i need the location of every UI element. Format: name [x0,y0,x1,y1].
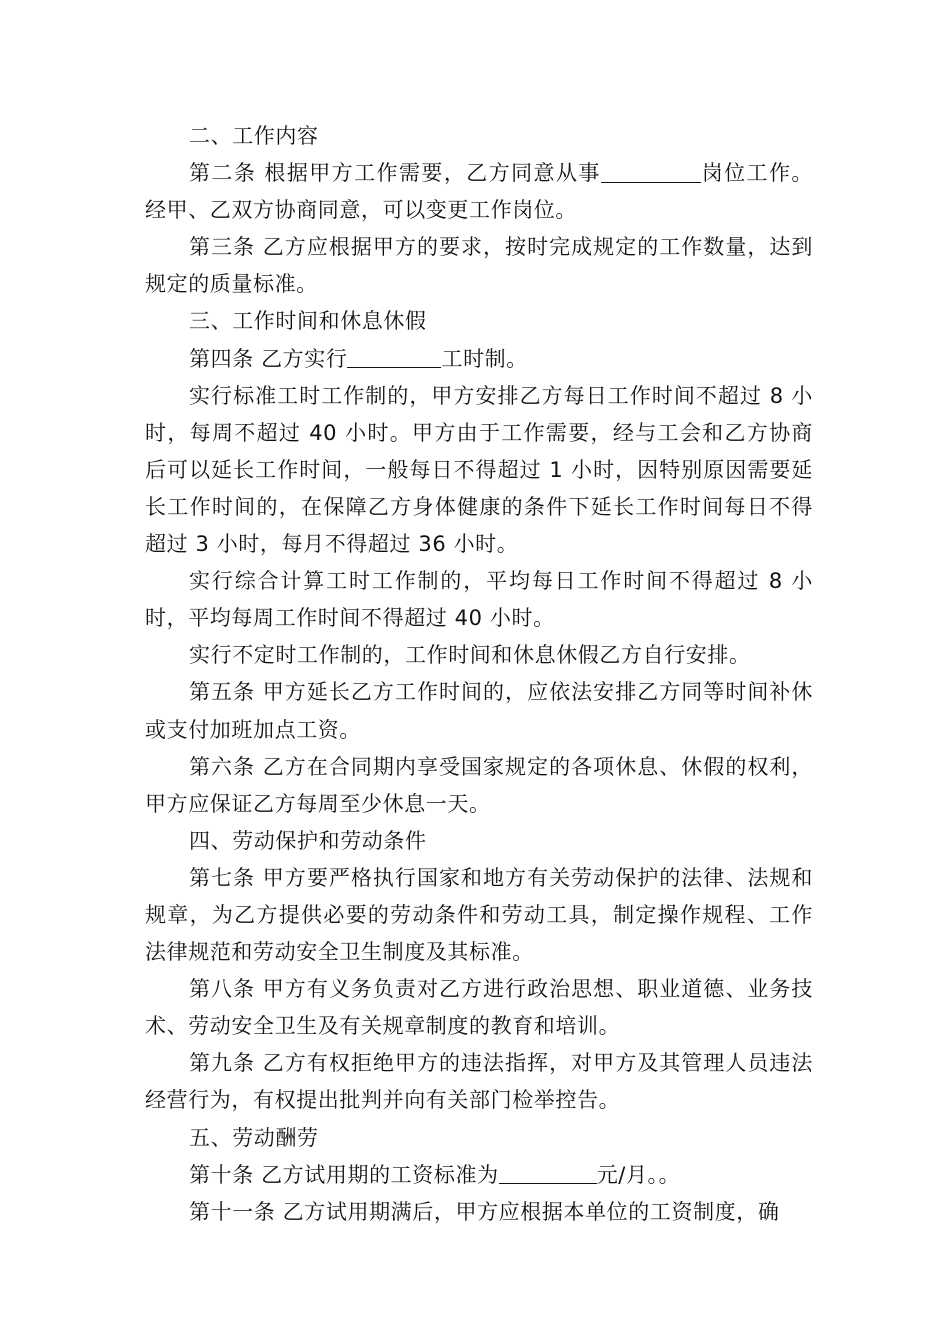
salary-blank-line [499,1161,597,1184]
document-body [145,118,813,1231]
section-heading-remuneration: 五、劳动酬劳 [189,1125,319,1150]
section-heading-work-content: 二、工作内容 [189,124,319,148]
article-11-paragraph: 第十一条 乙方试用期满后，甲方应根据本单位的工资制度，确 [189,1199,780,1224]
position-blank-line [601,160,701,183]
flexible-hours-paragraph: 实行不定时工作制的，工作时间和休息休假乙方自行安排。 [189,643,751,668]
article-7-paragraph: 第七条 甲方要严格执行国家和地方有关劳动保护的法律、法规和规章，为乙方提供必要的劳动条件和劳动工具，制定操作规程、工作法律规范和劳动安全卫生制度及其标准。 [145,865,813,965]
article-4-paragraph [145,341,813,378]
article-4-text-before: 第四条 乙方实行 [189,346,348,371]
article-6-paragraph: 第六条 乙方在合同期内享受国家规定的各项休息、休假的权利，甲方应保证乙方每周至少休息一天。 [145,754,813,816]
section-heading-labor-protection: 四、劳动保护和劳动条件 [189,828,427,853]
article-10-paragraph [145,1157,813,1194]
article-2-text-before: 第二条 根据甲方工作需要，乙方同意从事 [189,161,601,186]
article-10-text-before: 第十条 乙方试用期的工资标准为 [189,1162,499,1187]
comprehensive-hours-paragraph: 实行综合计算工时工作制的，平均每日工作时间不得超过 8 小时，平均每周工作时间不得超过 40 小时。 [145,569,813,631]
standard-hours-paragraph: 实行标准工时工作制的，甲方安排乙方每日工作时间不超过 8 小时，每周不超过 40 小时。甲方由于工作需要，经与工会和乙方协商后可以延长工作时间，一般每日不得超过 1 小时，因特别原因需要延长工作时间的，在保障乙方身体健康的条件下延长工作时间每日不得超过 3 小时，每月不得超过 36 小时。 [145,383,813,557]
article-9-paragraph: 第九条 乙方有权拒绝甲方的违法指挥，对甲方及其管理人员违法经营行为，有权提出批判并向有关部门检举控告。 [145,1051,813,1113]
article-8-paragraph: 第八条 甲方有义务负责对乙方进行政治思想、职业道德、业务技术、劳动安全卫生及有关规章制度的教育和培训。 [145,977,813,1039]
article-3-paragraph: 第三条 乙方应根据甲方的要求，按时完成规定的工作数量，达到规定的质量标准。 [145,235,813,297]
work-hour-system-blank-line [347,345,441,368]
article-5-paragraph: 第五条 甲方延长乙方工作时间的，应依法安排乙方同等时间补休或支付加班加点工资。 [145,680,813,742]
article-4-text-after: 工时制。 [441,346,528,371]
article-2-text-after: 岗位工作。经甲、乙双方协商同意，可以变更工作岗位。 [145,161,814,223]
article-10-text-after: 元/月。。 [596,1162,681,1187]
article-2-paragraph [145,155,813,229]
section-heading-working-hours: 三、工作时间和休息休假 [189,309,427,334]
